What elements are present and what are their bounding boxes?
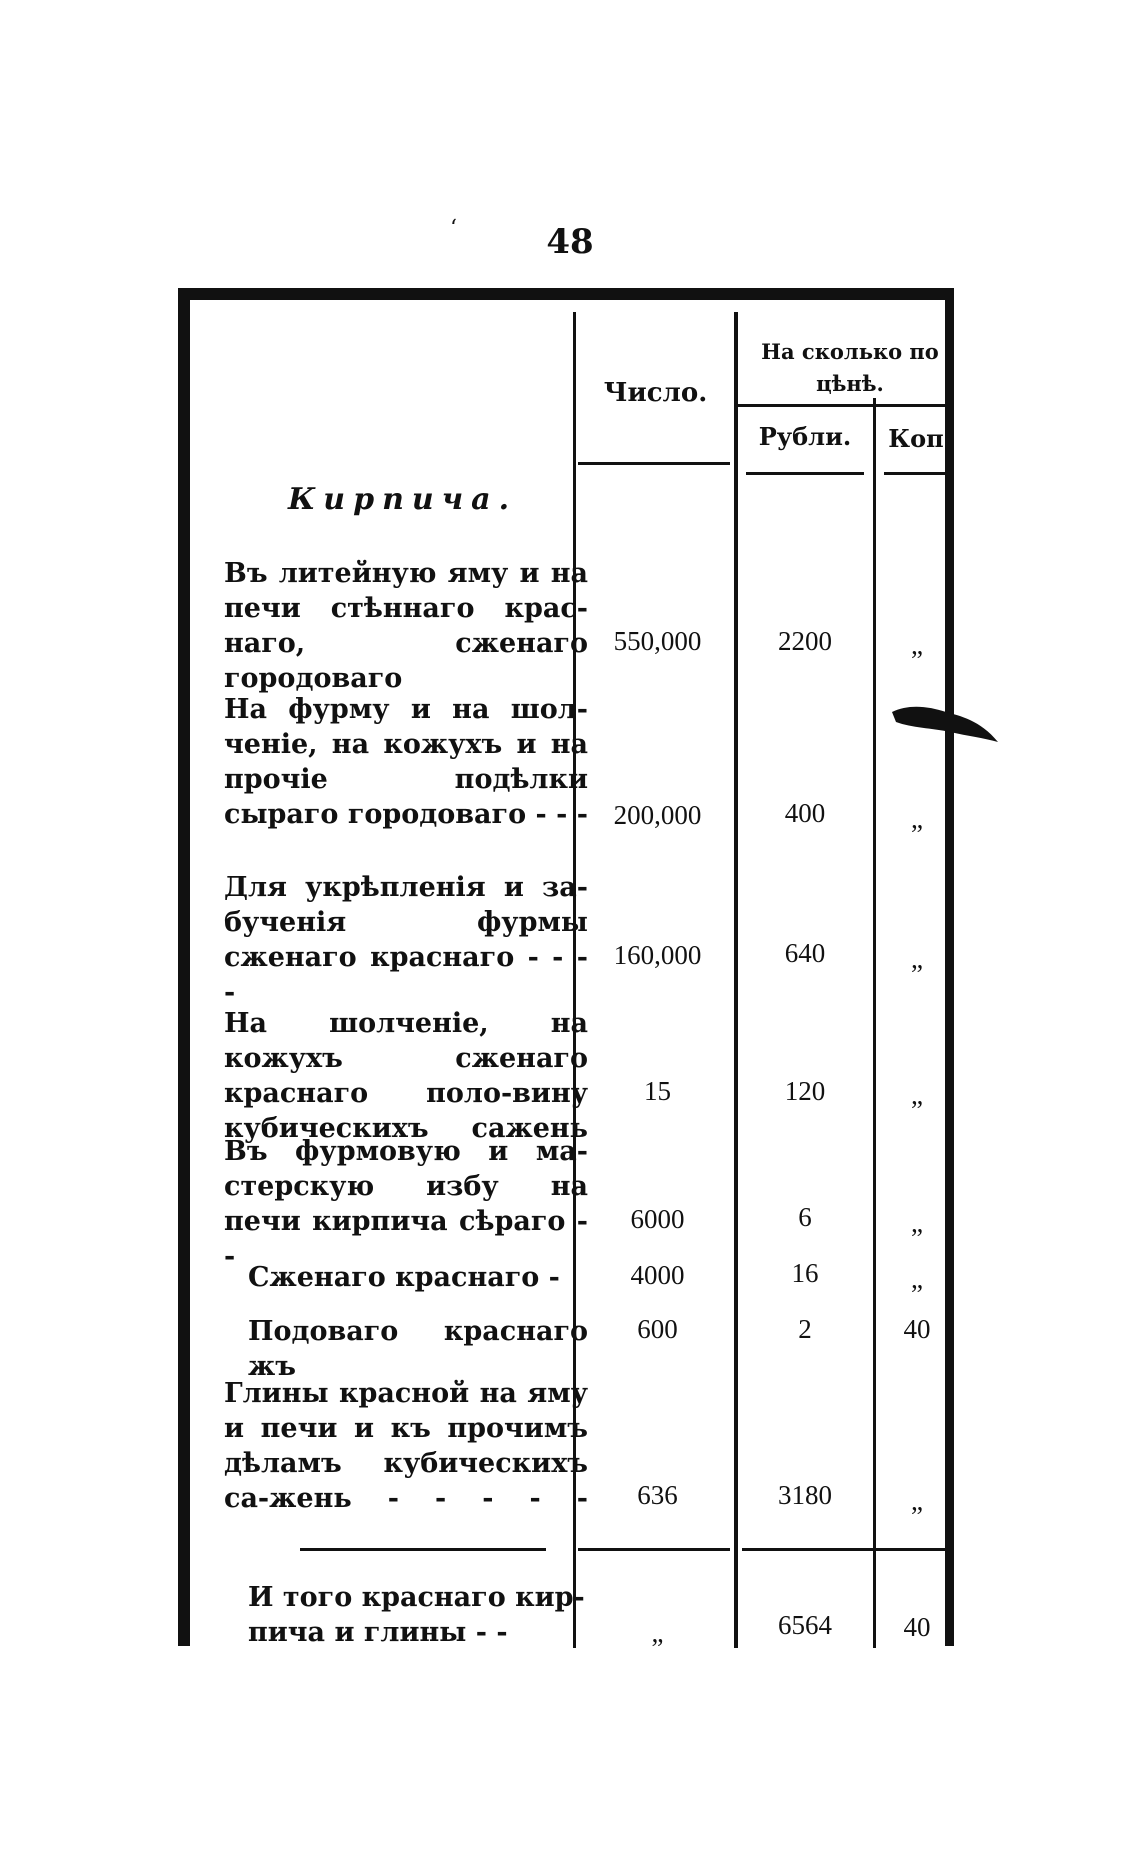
row-number: 160,000	[613, 940, 702, 970]
row-kopecks: „	[911, 630, 923, 660]
row-number: 4000	[630, 1260, 685, 1290]
row-rubles: 640	[784, 938, 826, 968]
row-kopecks: „	[911, 1208, 923, 1238]
row-rubles: 16	[791, 1258, 819, 1288]
row-number: 6000	[630, 1204, 685, 1234]
cost-table	[178, 288, 954, 1646]
page-number: 48	[546, 222, 594, 262]
row-kopecks: „	[911, 1080, 923, 1110]
row-number: 550,000	[613, 626, 702, 656]
total-rule-desc	[300, 1548, 546, 1551]
row-description: Въ фурмовую и ма-стерскую избу на печи кирпича сѣраго - -	[224, 1136, 588, 1272]
total-description: И того краснаго кир-пича и глины - -	[248, 1582, 585, 1648]
column-divider-kopecks	[873, 398, 876, 1648]
total-rule-number	[578, 1548, 730, 1551]
header-rubles-rule	[746, 472, 864, 475]
total-kopecks: 40	[903, 1612, 931, 1642]
header-number: Число.	[603, 378, 708, 408]
stray-mark: ‘	[450, 216, 457, 241]
row-description: На шолченіе, на кожухъ сженаго краснаго поло-вину кубическихъ сажень	[224, 1008, 588, 1144]
header-number-rule	[578, 462, 730, 465]
row-kopecks: „	[911, 1264, 923, 1294]
row-number: 15	[644, 1076, 671, 1106]
header-price-rule	[738, 404, 948, 407]
row-rubles: 6	[798, 1202, 812, 1232]
header-kopecks: Коп	[888, 424, 944, 453]
ink-blot	[888, 702, 1000, 748]
row-description: Для укрѣпленія и за-бученія фурмы сженаго краснаго - - - -	[224, 872, 588, 1008]
row-description: Глины красной на яму и печи и къ прочимъ дѣламъ кубическихъ са-жень - - - - -	[224, 1378, 588, 1514]
section-title: Кирпича.	[288, 482, 518, 517]
row-rubles: 120	[784, 1076, 826, 1106]
header-price: На сколько по цѣнѣ.	[761, 339, 939, 396]
total-number: „	[651, 1618, 664, 1648]
header-kopecks-rule	[884, 472, 950, 475]
row-number: 600	[637, 1314, 678, 1344]
row-description: Сженаго краснаго -	[248, 1262, 560, 1293]
row-rubles: 2	[798, 1314, 812, 1344]
row-description: Подоваго краснаго жъ	[248, 1316, 588, 1382]
row-number: 636	[637, 1480, 678, 1510]
header-rubles: Рубли.	[758, 422, 852, 451]
total-rubles: 6564	[778, 1610, 832, 1640]
row-kopecks: „	[911, 1486, 923, 1516]
row-description: На фурму и на шол-ченіе, на кожухъ и на прочіе подѣлки сыраго городоваго - - -	[224, 694, 588, 830]
row-description: Въ литейную яму и на печи стѣннаго крас-наго, сженаго городоваго	[224, 558, 588, 694]
row-rubles: 3180	[778, 1480, 832, 1510]
row-kopecks: „	[911, 944, 923, 974]
row-rubles: 400	[784, 798, 826, 828]
total-rule-price	[742, 1548, 948, 1551]
row-rubles: 2200	[778, 626, 832, 656]
row-kopecks: 40	[903, 1314, 931, 1344]
column-divider-price	[734, 312, 738, 1648]
row-kopecks: „	[911, 804, 923, 834]
row-number: 200,000	[613, 800, 702, 830]
